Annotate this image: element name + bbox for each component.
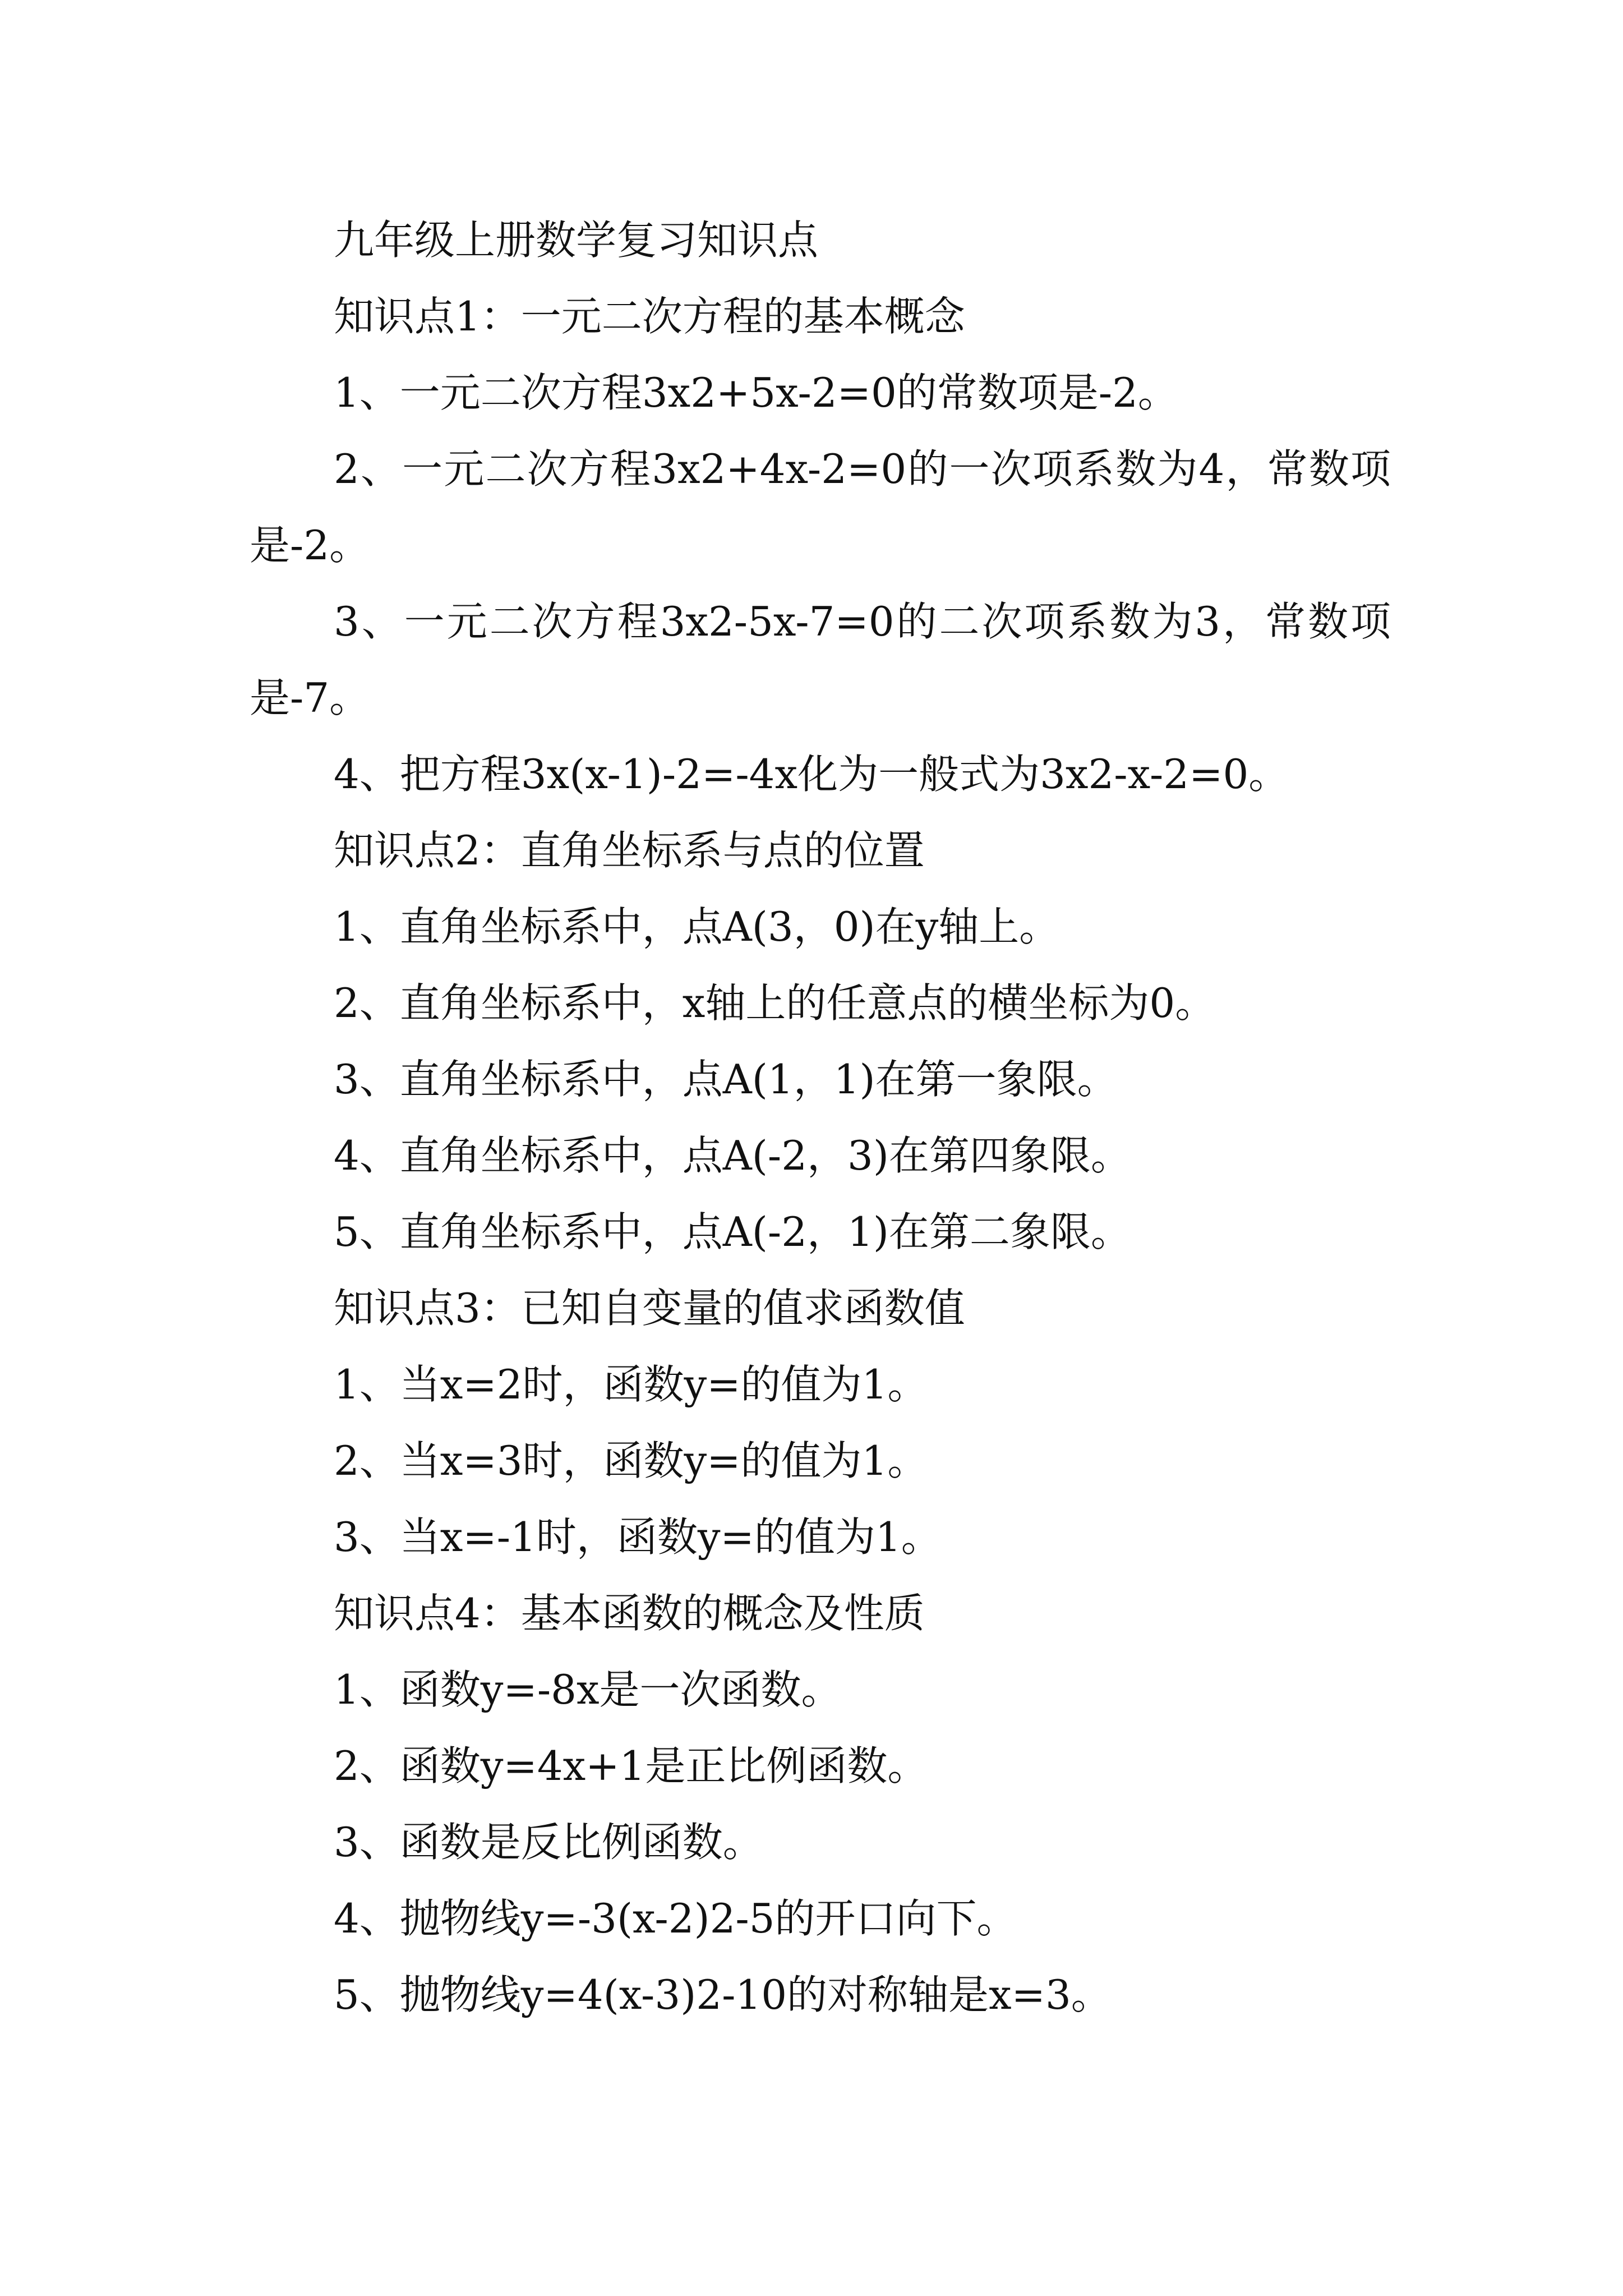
list-item: 3、一元二次方程3x2-5x-7=0的二次项系数为3，常数项是-7。	[250, 598, 1391, 721]
list-item: 4、抛物线y=-3(x-2)2-5的开口向下。	[334, 1895, 1017, 1942]
list-item: 1、直角坐标系中，点A(3，0)在y轴上。	[334, 903, 1060, 950]
document-body	[250, 202, 1391, 2033]
document-title: 九年级上册数学复习知识点	[334, 217, 819, 264]
list-item: 3、直角坐标系中，点A(1，1)在第一象限。	[334, 1056, 1118, 1103]
list-item: 2、当x=3时，函数y=的值为1。	[334, 1437, 928, 1484]
list-item: 1、当x=2时，函数y=的值为1。	[334, 1361, 928, 1408]
list-item: 5、抛物线y=4(x-3)2-10的对称轴是x=3。	[334, 1971, 1112, 2018]
section-heading-3: 知识点3：已知自变量的值求函数值	[334, 1285, 965, 1332]
list-item: 2、函数y=4x+1是正比例函数。	[334, 1742, 928, 1789]
section-heading-4: 知识点4：基本函数的概念及性质	[334, 1590, 925, 1637]
list-item: 4、把方程3x(x-1)-2=-4x化为一般式为3x2-x-2=0。	[334, 751, 1289, 798]
list-item: 5、直角坐标系中，点A(-2，1)在第二象限。	[334, 1208, 1131, 1255]
list-item: 1、一元二次方程3x2+5x-2=0的常数项是-2。	[334, 369, 1178, 416]
list-item: 4、直角坐标系中，点A(-2，3)在第四象限。	[334, 1132, 1131, 1179]
list-item: 2、直角坐标系中，x轴上的任意点的横坐标为0。	[334, 979, 1216, 1027]
list-item: 3、函数是反比例函数。	[334, 1819, 763, 1866]
section-heading-1: 知识点1：一元二次方程的基本概念	[334, 293, 965, 340]
list-item: 1、函数y=-8x是一次函数。	[334, 1666, 842, 1713]
list-item: 3、当x=-1时，函数y=的值为1。	[334, 1513, 942, 1561]
section-heading-2: 知识点2：直角坐标系与点的位置	[334, 827, 925, 874]
list-item: 2、一元二次方程3x2+4x-2=0的一次项系数为4，常数项是-2。	[250, 445, 1391, 569]
